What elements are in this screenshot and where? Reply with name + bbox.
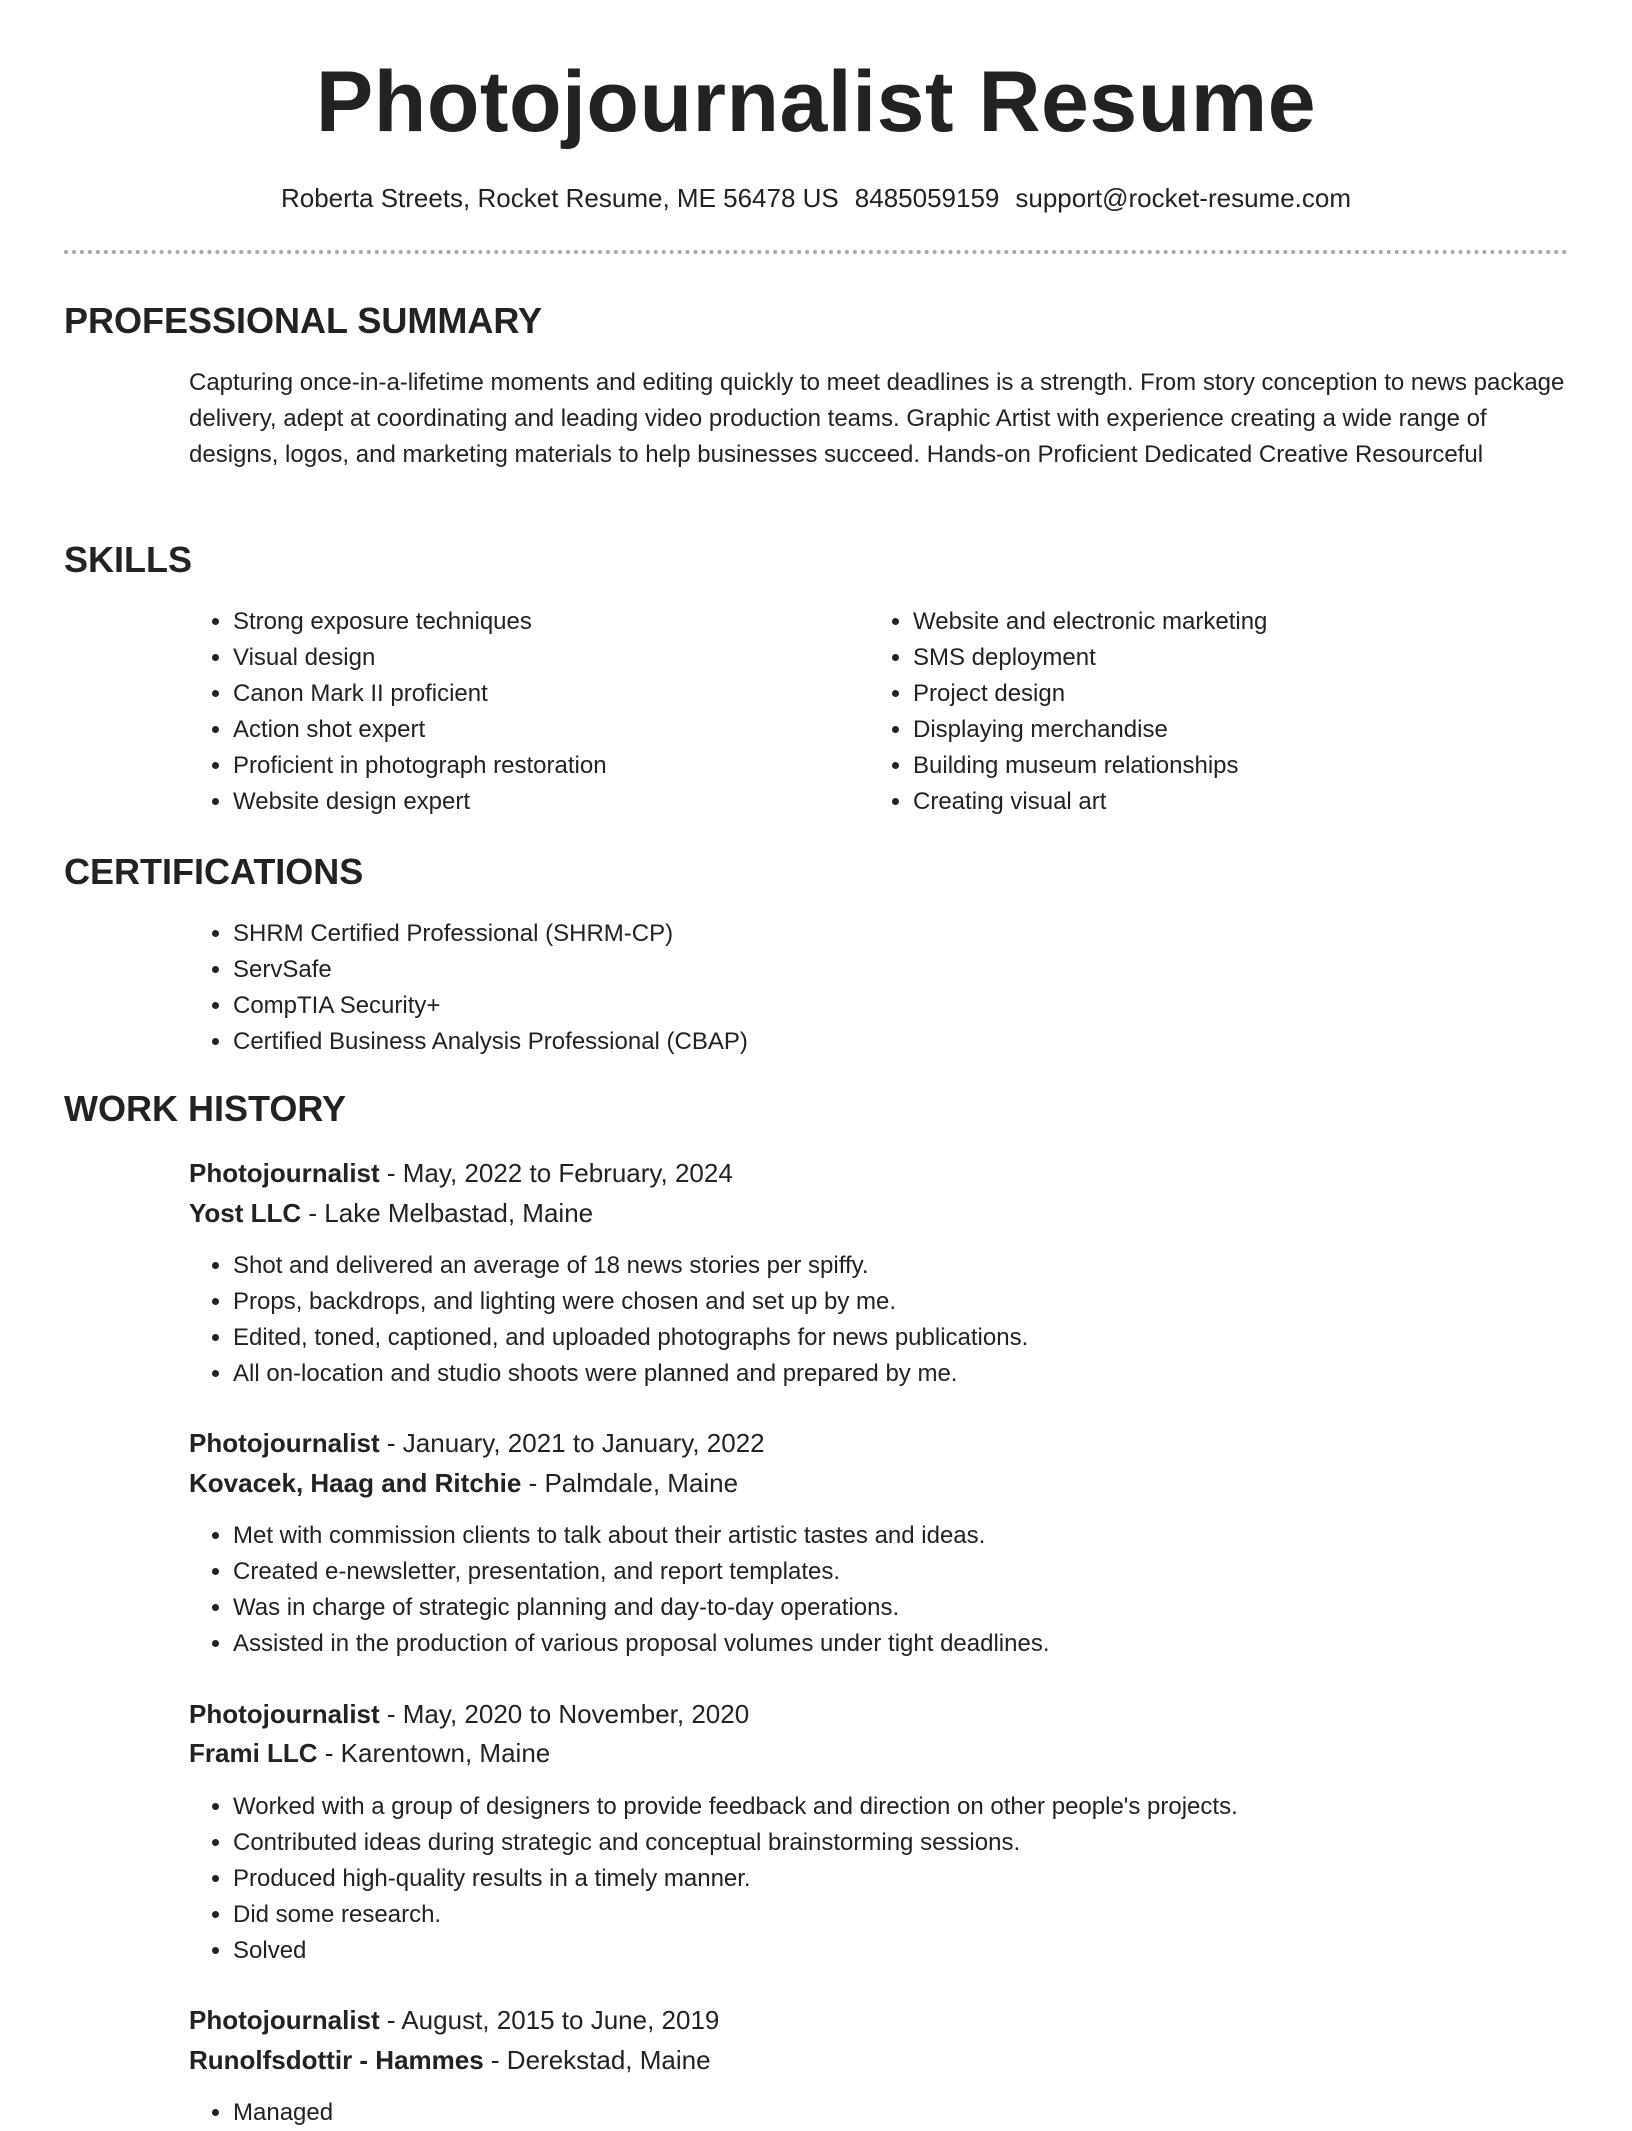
skills-list-left <box>189 604 853 820</box>
job-title-line <box>189 2002 719 2038</box>
list-item: • Contributed ideas during strategic and conceptual brainstorming sessions. <box>233 1825 1613 1861</box>
job-title: Photojournalist <box>189 1158 380 1188</box>
list-item: • Website design expert <box>233 784 853 820</box>
section-heading-work-history: WORK HISTORY <box>64 1088 347 1129</box>
list-item: • Creating visual art <box>913 784 1553 820</box>
list-item: • Proficient in photograph restoration <box>233 748 853 784</box>
list-item: • Action shot expert <box>233 712 853 748</box>
list-item: • Strong exposure techniques <box>233 604 853 640</box>
list-item: • Met with commission clients to talk about their artistic tastes and ideas. <box>233 1518 1573 1554</box>
list-item: • Canon Mark II proficient <box>233 676 853 712</box>
contact-line <box>0 180 1632 216</box>
job-title-line <box>189 1155 733 1191</box>
list-item: • Created e-newsletter, presentation, and report templates. <box>233 1554 1573 1590</box>
job-location: - Palmdale, Maine <box>521 1468 739 1498</box>
job-title: Photojournalist <box>189 2005 380 2035</box>
job-company-line <box>189 1195 593 1231</box>
job-company: Yost LLC <box>189 1198 302 1228</box>
job-bullets <box>189 1789 1613 1969</box>
job-company: Frami LLC <box>189 1738 318 1768</box>
job-dates: - May, 2020 to November, 2020 <box>379 1699 750 1729</box>
contact-email: support@rocket-resume.com <box>1015 183 1352 213</box>
list-item: • Building museum relationships <box>913 748 1553 784</box>
list-item: • Certified Business Analysis Professional (CBAP) <box>233 1024 1533 1060</box>
list-item: • Displaying merchandise <box>913 712 1553 748</box>
list-item: • Produced high-quality results in a timely manner. <box>233 1861 1613 1897</box>
list-item: • Visual design <box>233 640 853 676</box>
list-item: • Solved <box>233 1933 1613 1969</box>
list-item: • Edited, toned, captioned, and uploaded photographs for news publications. <box>233 1320 1573 1356</box>
list-item: • Worked with a group of designers to provide feedback and direction on other people's projects. <box>233 1789 1613 1825</box>
list-item: • Shot and delivered an average of 18 news stories per spiffy. <box>233 1248 1573 1284</box>
job-bullets <box>189 1518 1573 1662</box>
job-company: Runolfsdottir - Hammes <box>189 2045 484 2075</box>
job-title-line <box>189 1696 749 1732</box>
contact-phone: 8485059159 <box>854 183 1000 213</box>
list-item: • Props, backdrops, and lighting were chosen and set up by me. <box>233 1284 1573 1320</box>
list-item: • ServSafe <box>233 952 1533 988</box>
job-location: - Karentown, Maine <box>317 1738 551 1768</box>
list-item: • Managed <box>233 2095 1573 2131</box>
job-company-line <box>189 1735 550 1771</box>
job-title-line <box>189 1425 765 1461</box>
job-location: - Lake Melbastad, Maine <box>301 1198 594 1228</box>
list-item: • Project design <box>913 676 1553 712</box>
section-heading-summary: PROFESSIONAL SUMMARY <box>64 300 543 341</box>
job-company-line <box>189 1465 738 1501</box>
page-title: Photojournalist Resume <box>315 54 1317 150</box>
job-dates: - May, 2022 to February, 2024 <box>379 1158 733 1188</box>
job-bullets <box>189 2095 1573 2131</box>
contact-address: Roberta Streets, Rocket Resume, ME 56478 US <box>280 183 839 213</box>
list-item: • SHRM Certified Professional (SHRM-CP) <box>233 916 1533 952</box>
list-item: • Assisted in the production of various proposal volumes under tight deadlines. <box>233 1626 1573 1662</box>
list-item: • CompTIA Security+ <box>233 988 1533 1024</box>
header-divider <box>64 250 1568 254</box>
job-dates: - August, 2015 to June, 2019 <box>379 2005 720 2035</box>
summary-text: Capturing once-in-a-lifetime moments and editing quickly to meet deadlines is a strength. From story conception to news package delivery, adept at coordinating and leading video production teams. Graphic Artist with experience creating a wide range of designs, logos, and marketing materials to help businesses succeed. Hands-on Proficient Dedicated Creative Resourceful <box>189 369 1565 468</box>
job-company: Kovacek, Haag and Ritchie <box>189 1468 522 1498</box>
certifications-list <box>189 916 1533 1060</box>
job-bullets <box>189 1248 1573 1392</box>
job-dates: - January, 2021 to January, 2022 <box>379 1428 765 1458</box>
job-location: - Derekstad, Maine <box>483 2045 711 2075</box>
list-item: • SMS deployment <box>913 640 1553 676</box>
job-company-line <box>189 2042 711 2078</box>
list-item: • Was in charge of strategic planning and day-to-day operations. <box>233 1590 1573 1626</box>
list-item: • Website and electronic marketing <box>913 604 1553 640</box>
section-heading-certifications: CERTIFICATIONS <box>64 851 364 892</box>
skills-list-right <box>869 604 1553 820</box>
job-title: Photojournalist <box>189 1428 380 1458</box>
list-item: • All on-location and studio shoots were planned and prepared by me. <box>233 1356 1573 1392</box>
job-title: Photojournalist <box>189 1699 380 1729</box>
section-heading-skills: SKILLS <box>64 539 193 580</box>
list-item: • Did some research. <box>233 1897 1613 1933</box>
